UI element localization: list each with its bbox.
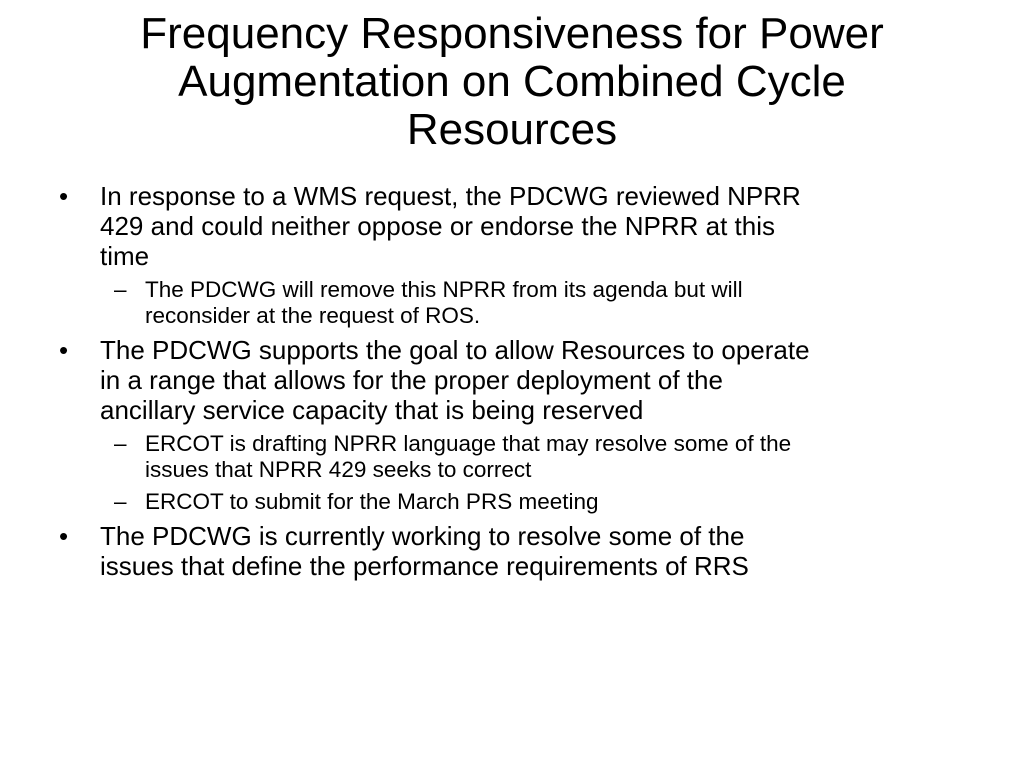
bullet-text-line: The PDCWG supports the goal to allow Resources to operate [100,335,810,365]
sub-bullet-text-line: The PDCWG will remove this NPRR from its agenda but will [145,277,743,302]
bullet-text-line: 429 and could neither oppose or endorse the NPRR at this [100,211,775,241]
sub-bullet-text-line: reconsider at the request of ROS. [145,303,481,328]
bullet-item [55,335,985,425]
bullet-text-line: The PDCWG is currently working to resolve some of the [100,521,745,551]
bullet-marker: • [59,521,69,551]
bullet-text-line: time [100,241,150,271]
bullet-text-line: issues that define the performance requirements of RRS [100,551,749,581]
bullet-text-line: in a range that allows for the proper deployment of the [100,365,723,395]
sub-bullet-item [55,489,985,515]
bullet-text-line: ancillary service capacity that is being reserved [100,395,644,425]
bullet-marker: • [59,181,69,211]
bullet-list [55,181,985,587]
sub-bullet-marker: – [114,431,127,456]
sub-bullet-text-line: issues that NPRR 429 seeks to correct [145,457,532,482]
bullet-marker: • [59,335,69,365]
title-line: Frequency Responsiveness for Power [140,9,884,58]
bullet-item [55,181,985,271]
title-line: Resources [406,105,618,154]
sub-bullet-text-line: ERCOT to submit for the March PRS meeting [145,489,599,514]
bullet-text-line: In response to a WMS request, the PDCWG reviewed NPRR [100,181,801,211]
sub-bullet-item [55,277,985,329]
sub-bullet-marker: – [114,489,127,514]
bullet-item [55,521,985,581]
slide-title [40,10,984,154]
sub-bullet-item [55,431,985,483]
title-line: Augmentation on Combined Cycle [178,57,846,106]
sub-bullet-marker: – [114,277,127,302]
sub-bullet-text-line: ERCOT is drafting NPRR language that may resolve some of the [145,431,792,456]
